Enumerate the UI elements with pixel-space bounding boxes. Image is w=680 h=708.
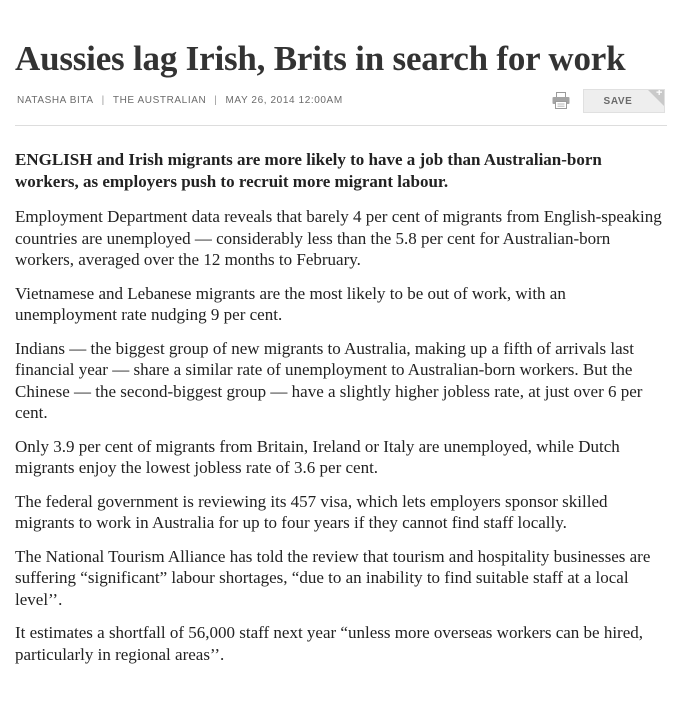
article-page: [15, 0, 667, 677]
printer-icon: [552, 92, 570, 109]
article-paragraph: The National Tourism Alliance has told the review that tourism and hospitality businesses are suffering “significant” labour shortages, “due to an inability to find suitable staff at a local level’’.: [15, 546, 651, 609]
article-paragraph: The federal government is reviewing its 457 visa, which lets employers sponsor skilled migrants to work in Australia for up to four years if they cannot find staff locally.: [15, 491, 608, 532]
publish-date: MAY 26, 2014 12:00AM: [225, 95, 343, 106]
article-paragraph: Employment Department data reveals that barely 4 per cent of migrants from English-speaking countries are unemployed — considerably less than the 5.8 per cent for Australian-born workers, averaged over the 12 months to February.: [15, 207, 662, 269]
save-button-label: SAVE: [603, 96, 633, 107]
publication-name: THE AUSTRALIAN: [112, 95, 207, 106]
article-paragraph: Indians — the biggest group of new migrants to Australia, making up a fifth of arrivals last financial year — share a similar rate of unemployment to Australian-born workers. But the Chinese — the second-biggest group — have a slightly higher jobless rate, at just over 6 per cent.: [15, 338, 643, 422]
article-headline: Aussies lag Irish, Brits in search for work: [15, 39, 626, 78]
article-paragraph: It estimates a shortfall of 56,000 staff next year “unless more overseas workers can be hired, particularly in regional areas’’.: [15, 623, 644, 664]
article-lede: ENGLISH and Irish migrants are more likely to have a job than Australian-born workers, as employers push to recruit more migrant labour.: [15, 150, 602, 191]
article-paragraph: Only 3.9 per cent of migrants from Britain, Ireland or Italy are unemployed, while Dutch migrants enjoy the lowest jobless rate of 3.6 per cent.: [15, 436, 620, 477]
print-button[interactable]: [552, 92, 570, 109]
article-paragraph: Vietnamese and Lebanese migrants are the most likely to be out of work, with an unemployment rate nudging 9 per cent.: [15, 283, 566, 324]
plus-icon: +: [655, 89, 663, 99]
byline-separator: |: [101, 95, 105, 106]
author-name[interactable]: NATASHA BITA: [17, 95, 94, 106]
byline-separator: |: [214, 95, 218, 106]
article-body: [15, 149, 667, 665]
byline: [17, 95, 343, 106]
save-button[interactable]: [583, 89, 665, 113]
article-meta-bar: [15, 89, 667, 126]
